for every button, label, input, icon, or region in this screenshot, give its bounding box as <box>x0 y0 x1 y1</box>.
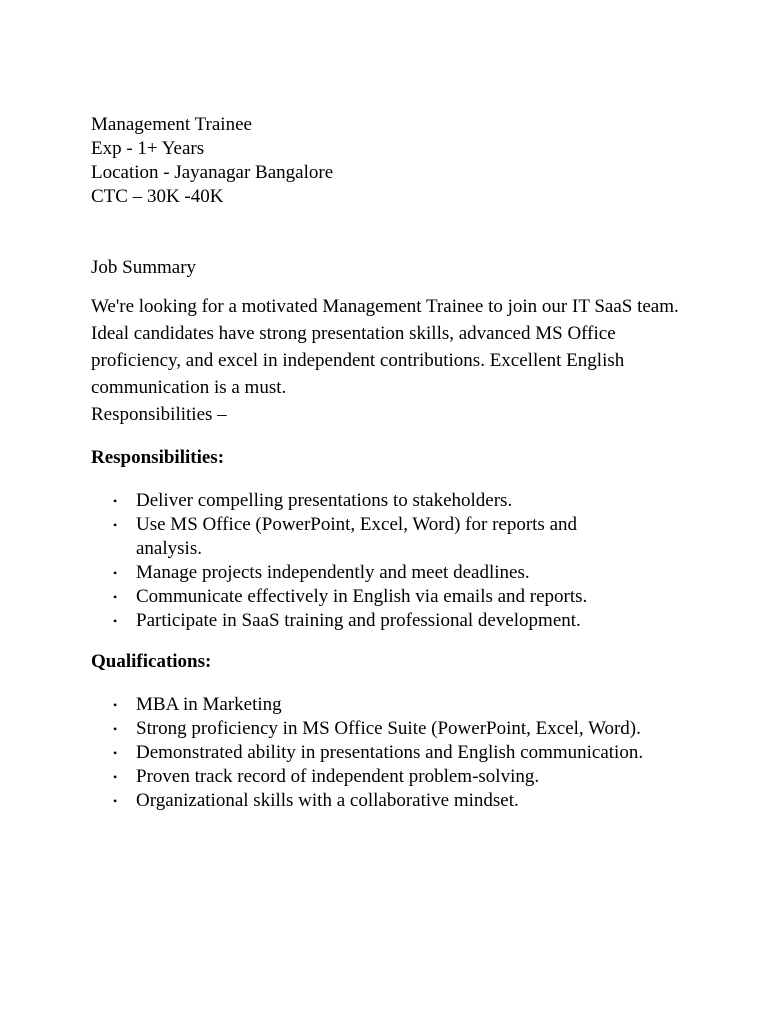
bullet-icon: • <box>113 518 118 532</box>
job-summary-heading: Job Summary <box>91 257 197 278</box>
job-title: Management Trainee <box>91 114 252 135</box>
bullet-icon: • <box>113 746 118 760</box>
list-item-text: Manage projects independently and meet deadlines. <box>136 562 530 583</box>
list-item <box>91 717 731 741</box>
qualifications-heading: Qualifications: <box>91 651 212 672</box>
bullet-icon: • <box>113 770 118 784</box>
list-item-text: MBA in Marketing <box>136 694 282 715</box>
list-item <box>91 561 731 585</box>
qualifications-list <box>91 693 731 813</box>
list-item-text: Participate in SaaS training and professional development. <box>136 610 581 631</box>
bullet-icon: • <box>113 494 118 508</box>
experience-line: Exp - 1+ Years <box>91 138 205 159</box>
job-summary-text: We're looking for a motivated Management Trainee to join our IT SaaS team. Ideal candidates have strong presentation skills, advanced MS Office proficiency, and excel in independent contributions. Excellent English communication is a must. <box>91 296 679 398</box>
list-item-text: Organizational skills with a collaborative mindset. <box>136 790 519 811</box>
list-item <box>91 741 731 765</box>
ctc-line: CTC – 30K -40K <box>91 186 224 207</box>
list-item-text: Demonstrated ability in presentations and English communication. <box>136 742 644 763</box>
list-item <box>91 609 731 633</box>
location-line: Location - Jayanagar Bangalore <box>91 162 334 183</box>
list-item <box>91 513 731 561</box>
responsibilities-heading: Responsibilities: <box>91 447 225 468</box>
bullet-icon: • <box>113 614 118 628</box>
list-item-text: Deliver compelling presentations to stakeholders. <box>136 490 513 511</box>
responsibilities-list <box>91 489 731 633</box>
list-item-text: Communicate effectively in English via emails and reports. <box>136 586 588 607</box>
bullet-icon: • <box>113 698 118 712</box>
bullet-icon: • <box>113 722 118 736</box>
list-item <box>91 789 731 813</box>
responsibilities-dash-line: Responsibilities – <box>91 404 227 425</box>
bullet-icon: • <box>113 566 118 580</box>
bullet-icon: • <box>113 590 118 604</box>
list-item-text: Proven track record of independent problem-solving. <box>136 766 540 787</box>
list-item <box>91 585 731 609</box>
bullet-icon: • <box>113 794 118 808</box>
list-item-text: Strong proficiency in MS Office Suite (PowerPoint, Excel, Word). <box>136 718 641 739</box>
list-item <box>91 489 731 513</box>
document-page <box>91 113 731 813</box>
list-item <box>91 693 731 717</box>
list-item <box>91 765 731 789</box>
list-item-text: Use MS Office (PowerPoint, Excel, Word) for reports and analysis. <box>136 514 578 559</box>
